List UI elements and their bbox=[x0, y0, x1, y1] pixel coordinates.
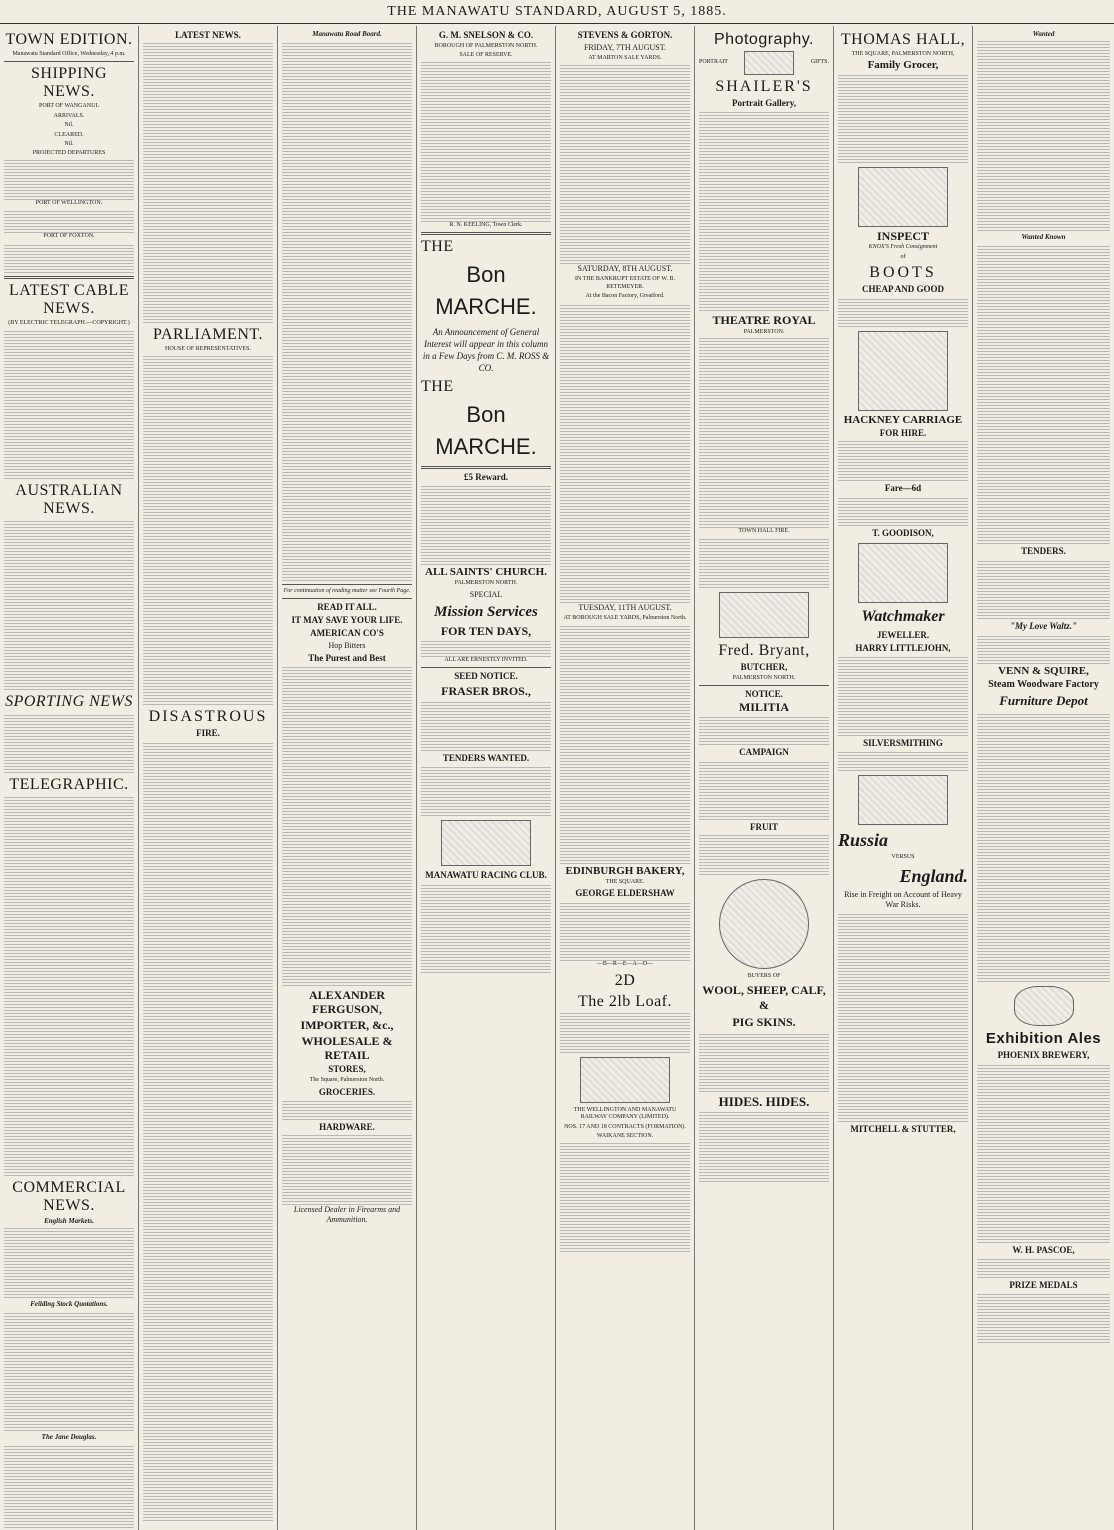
my-love-waltz: "My Love Waltz." bbox=[1010, 621, 1077, 631]
two-lb-loaf: The 2lb Loaf. bbox=[577, 992, 673, 1010]
mission-services: Mission Services bbox=[434, 603, 538, 620]
jeweller: JEWELLER. bbox=[876, 630, 930, 641]
hardware: HARDWARE. bbox=[319, 1121, 375, 1132]
george-eldershaw: GEORGE ELDERSHAW bbox=[575, 888, 675, 899]
tenders: TENDERS. bbox=[1021, 546, 1066, 556]
clock-illustration bbox=[858, 543, 948, 603]
silver-text bbox=[838, 751, 968, 771]
fare: Fare—6d bbox=[884, 483, 922, 494]
family-grocer: Family Grocer, bbox=[867, 59, 939, 72]
bon-2: Bon bbox=[466, 402, 506, 428]
column-2 bbox=[139, 26, 278, 1530]
boots-text bbox=[838, 297, 968, 327]
all-saints: ALL SAINTS' CHURCH. bbox=[425, 566, 547, 579]
bacon-text bbox=[560, 303, 690, 603]
freight-text bbox=[838, 912, 968, 1122]
hackney-carriage: HACKNEY CARRIAGE bbox=[843, 414, 963, 427]
furniture-text bbox=[977, 712, 1110, 982]
waikane: WAIKANE SECTION. bbox=[596, 1133, 654, 1140]
militia: MILITIA bbox=[738, 700, 789, 715]
tenders-text-2 bbox=[977, 559, 1110, 619]
sporting-heading: SPORTING NEWS bbox=[5, 693, 133, 711]
column-8 bbox=[973, 26, 1114, 1530]
town-edition-heading: TOWN EDITION. bbox=[5, 31, 133, 48]
marche-2: MARCHE. bbox=[435, 434, 537, 460]
racing-text bbox=[421, 883, 551, 973]
latest-cable-heading: LATEST CABLE NEWS. bbox=[9, 281, 129, 317]
commercial-heading: COMMERCIAL NEWS. bbox=[12, 1179, 126, 1215]
gallery-text bbox=[699, 111, 829, 311]
bakery-square: THE SQUARE. bbox=[605, 879, 645, 886]
barrel-illustration bbox=[1014, 986, 1074, 1026]
shipping-news-heading: SHIPPING NEWS. bbox=[30, 65, 107, 101]
racing-club: MANAWATU RACING CLUB. bbox=[425, 870, 547, 881]
wanted-known-text bbox=[977, 244, 1110, 544]
england: England. bbox=[899, 865, 968, 886]
stevens-gorton: STEVENS & GORTON. bbox=[577, 30, 673, 40]
notice: NOTICE. bbox=[745, 689, 783, 700]
wanted: Wanted bbox=[1032, 30, 1055, 38]
newspaper-columns bbox=[0, 26, 1114, 1530]
mission-text bbox=[421, 641, 551, 657]
snelson-heading: G. M. SNELSON & CO. bbox=[438, 30, 534, 40]
save-your-life: IT MAY SAVE YOUR LIFE. bbox=[291, 615, 403, 626]
reading-note: For continuation of reading matter see Fourth Page. bbox=[283, 588, 411, 594]
hardware-text bbox=[282, 1135, 412, 1205]
column-1 bbox=[0, 26, 139, 1530]
tenders-text bbox=[421, 766, 551, 816]
thomas-square: THE SQUARE, PALMERSTON NORTH, bbox=[851, 51, 955, 57]
nil-1: Nil. bbox=[64, 122, 74, 129]
fire-heading: FIRE. bbox=[196, 728, 220, 739]
arrivals-label: ARRIVALS. bbox=[53, 112, 85, 119]
tuesday: TUESDAY, 11TH AUGUST. bbox=[578, 602, 672, 612]
knox-consignment: KNOX'S Fresh Consignment bbox=[868, 244, 938, 251]
photo-frame-icon bbox=[744, 51, 794, 75]
column-6 bbox=[695, 26, 834, 1530]
cleared-label: CLEARED. bbox=[54, 131, 84, 138]
racing-illustration bbox=[441, 820, 531, 866]
russia: Russia bbox=[838, 830, 889, 851]
loaf-text bbox=[560, 1013, 690, 1053]
bacon-factory: At the Bacon Factory, Greatford. bbox=[585, 293, 665, 300]
butcher: BUTCHER, bbox=[740, 661, 788, 672]
goodison: T. GOODISON, bbox=[872, 528, 934, 539]
butcher-place: PALMERSTON NORTH. bbox=[732, 674, 796, 681]
invited: ALL ARE ERNESTLY INVITED. bbox=[444, 656, 528, 663]
the-1: THE bbox=[421, 238, 454, 256]
boot-illustration bbox=[858, 167, 948, 227]
exhibition-ales: Exhibition Ales bbox=[985, 1030, 1102, 1047]
announcement: An Announcement of General Interest will appear in this column in a Few Days from C. M. ROSS & CO. bbox=[422, 327, 550, 374]
nil-2: Nil. bbox=[64, 141, 74, 148]
wool-sheep: WOOL, SHEEP, CALF, & bbox=[702, 982, 826, 1012]
purest-best: The Purest and Best bbox=[308, 653, 386, 664]
two-d: 2D bbox=[614, 971, 636, 989]
fare-text bbox=[838, 496, 968, 526]
tuesday-text bbox=[560, 624, 690, 864]
seed-notice: SEED NOTICE. bbox=[454, 671, 518, 682]
inspect: INSPECT bbox=[876, 229, 929, 244]
sporting-text bbox=[4, 713, 134, 773]
harry-text bbox=[838, 656, 968, 736]
jane-douglas: The Jane Douglas. bbox=[41, 1433, 97, 1442]
house-label: HOUSE OF REPRESENTATIVES. bbox=[164, 346, 252, 352]
feilding-text bbox=[4, 1311, 134, 1431]
gifts-label: GIFTS. bbox=[810, 59, 829, 66]
theatre-royal: THEATRE ROYAL bbox=[712, 313, 816, 327]
town-edition-sub: Manawatu Standard Office, Wednesday, 4 p.m. bbox=[12, 51, 126, 57]
masthead: THE MANAWATU STANDARD, AUGUST 5, 1885. bbox=[0, 0, 1114, 24]
railway-text bbox=[560, 1142, 690, 1252]
fruit-text bbox=[699, 835, 829, 875]
column-7 bbox=[834, 26, 973, 1530]
pascoe: W. H. PASCOE, bbox=[1012, 1245, 1075, 1255]
port-wellington: PORT OF WELLINGTON. bbox=[35, 199, 103, 206]
pascoe-text bbox=[977, 1258, 1110, 1278]
borough-label: BOROUGH OF PALMERSTON NORTH. bbox=[434, 43, 538, 49]
hop-text bbox=[282, 666, 412, 986]
port-wanganui: PORT OF WANGANUI. bbox=[39, 103, 99, 110]
square-address: The Square, Palmerston North. bbox=[309, 1077, 385, 1084]
stores: STORES, bbox=[328, 1064, 366, 1075]
mitchell-stutter: MITCHELL & STUTTER, bbox=[850, 1123, 956, 1134]
bull-illustration bbox=[719, 592, 809, 638]
the-2: THE bbox=[421, 378, 454, 396]
tenders-wanted: TENDERS WANTED. bbox=[442, 753, 530, 764]
latest-news-text bbox=[143, 43, 273, 323]
shailers: SHAILER'S bbox=[715, 78, 813, 95]
marton-yards: AT MARTON SALE YARDS. bbox=[588, 55, 662, 61]
english-text bbox=[4, 1228, 134, 1298]
foxton-text bbox=[4, 243, 134, 273]
wanted-known: Wanted Known bbox=[1021, 233, 1066, 241]
shipping-text bbox=[4, 160, 134, 200]
bakery-text bbox=[560, 901, 690, 961]
of-label: of bbox=[900, 253, 906, 260]
road-board-text bbox=[282, 41, 412, 581]
fraser-bros: FRASER BROS., bbox=[441, 684, 531, 699]
all-saints-place: PALMERSTON NORTH. bbox=[454, 580, 518, 587]
importer: IMPORTER, &c., bbox=[300, 1018, 394, 1033]
venn-squire: VENN & SQUIRE, bbox=[998, 665, 1089, 677]
australian-heading: AUSTRALIAN NEWS. bbox=[15, 482, 123, 518]
projected-label: PROJECTED DEPARTURES bbox=[32, 150, 106, 157]
groceries-text bbox=[282, 1100, 412, 1120]
harry-littlejohn: HARRY LITTLEJOHN, bbox=[855, 643, 951, 654]
road-board-heading: Manawatu Road Board. bbox=[312, 30, 382, 38]
medals-text bbox=[977, 1293, 1110, 1343]
town-hall-fire: TOWN HALL FIRE. bbox=[738, 528, 790, 535]
parliament-text bbox=[143, 355, 273, 705]
grocer-text bbox=[838, 73, 968, 163]
cable-text bbox=[4, 329, 134, 479]
australian-text bbox=[4, 520, 134, 690]
keeling: R. N. KEELING, Town Clerk. bbox=[449, 221, 523, 228]
disastrous-heading: DISASTROUS bbox=[148, 708, 268, 726]
licensed-dealer: Licensed Dealer in Firearms and Ammunition. bbox=[293, 1204, 401, 1224]
freight-rise: Rise in Freight on Account of Heavy War Risks. bbox=[844, 889, 962, 909]
bed-illustration bbox=[858, 775, 948, 825]
bankrupt: IN THE BANKRUPT ESTATE OF W. B. RETEMEYER. bbox=[575, 276, 675, 290]
telegraphic-heading: TELEGRAPHIC. bbox=[9, 776, 129, 794]
parliament-heading: PARLIAMENT. bbox=[153, 326, 263, 343]
column-3 bbox=[278, 26, 417, 1530]
fraser-text bbox=[421, 701, 551, 751]
reward-text bbox=[421, 485, 551, 565]
furniture-depot: Furniture Depot bbox=[999, 693, 1088, 708]
campaign: CAMPAIGN bbox=[739, 747, 789, 758]
reward: £5 Reward. bbox=[464, 472, 508, 483]
reserve-text bbox=[421, 62, 551, 222]
theatre-place: PALMERSTON. bbox=[743, 329, 785, 335]
marton-text bbox=[560, 64, 690, 264]
edinburgh-bakery: EDINBURGH BAKERY, bbox=[565, 865, 685, 878]
special: SPECIAL bbox=[469, 589, 503, 599]
fruit: FRUIT bbox=[749, 822, 778, 833]
marche-1: MARCHE. bbox=[435, 294, 537, 320]
thomas-hall: THOMAS HALL, bbox=[840, 31, 966, 48]
brewery-text bbox=[977, 1063, 1110, 1243]
bread: —B—R—E—A—D— bbox=[596, 961, 654, 968]
hides: HIDES. HIDES. bbox=[718, 1093, 810, 1109]
boots: BOOTS bbox=[869, 264, 937, 282]
wanted-text bbox=[977, 41, 1110, 231]
fire-text bbox=[143, 741, 273, 1521]
waltz-text bbox=[977, 634, 1110, 664]
wellington-text bbox=[4, 209, 134, 233]
hire-text bbox=[838, 441, 968, 481]
town-hall-text bbox=[699, 538, 829, 588]
ten-days: FOR TEN DAYS, bbox=[440, 623, 532, 638]
wholesale-retail: WHOLESALE & RETAIL bbox=[301, 1034, 393, 1063]
port-foxton: PORT OF FOXTON. bbox=[43, 233, 95, 240]
buyers-of: BUYERS OF bbox=[747, 973, 781, 980]
steam-woodware: Steam Woodware Factory bbox=[988, 679, 1099, 690]
watchmaker: Watchmaker bbox=[861, 608, 945, 626]
reserve-label: SALE OF RESERVE. bbox=[459, 52, 513, 59]
photography: Photography. bbox=[714, 31, 814, 48]
borough-sale: AT BOROUGH SALE YARDS, Palmerston North. bbox=[563, 614, 687, 621]
militia-text bbox=[699, 715, 829, 745]
tannery-seal bbox=[719, 879, 809, 969]
groceries: GROCERIES. bbox=[318, 1086, 376, 1097]
phoenix-brewery: PHOENIX BREWERY, bbox=[997, 1050, 1090, 1060]
carriage-illustration bbox=[858, 331, 948, 411]
hop-bitters: Hop Bitters bbox=[328, 641, 366, 651]
railway-company: THE WELLINGTON AND MANAWATU RAILWAY COMPANY (LIMITED). bbox=[573, 1106, 677, 1121]
alexander-ferguson: ALEXANDER FERGUSON, bbox=[308, 988, 385, 1017]
latest-cable-sub: (BY ELECTRIC TELEGRAPH.—COPYRIGHT.) bbox=[8, 319, 130, 326]
bon-1: Bon bbox=[466, 262, 506, 288]
telegraphic-text bbox=[4, 796, 134, 1176]
for-hire: FOR HIRE. bbox=[879, 428, 927, 439]
cheap-good: CHEAP AND GOOD bbox=[861, 284, 944, 295]
versus: VERSUS bbox=[891, 854, 915, 861]
train-illustration bbox=[580, 1057, 670, 1103]
feilding-quotations: Feilding Stock Quotations. bbox=[30, 1300, 108, 1309]
silversmithing: SILVERSMITHING bbox=[863, 738, 943, 749]
saturday: SATURDAY, 8TH AUGUST. bbox=[577, 264, 673, 274]
column-4 bbox=[417, 26, 556, 1530]
english-markets: English Markets. bbox=[44, 1217, 94, 1226]
portrait-label: PORTRAIT bbox=[699, 59, 728, 66]
jane-text bbox=[4, 1444, 134, 1530]
theatre-text bbox=[699, 338, 829, 528]
campaign-text bbox=[699, 760, 829, 820]
latest-news-heading: LATEST NEWS. bbox=[175, 30, 241, 40]
american-cos: AMERICAN CO'S bbox=[310, 628, 384, 639]
tannery-text bbox=[699, 1032, 829, 1092]
pig-skins: PIG SKINS. bbox=[732, 1014, 796, 1029]
friday: FRIDAY, 7TH AUGUST. bbox=[583, 43, 667, 52]
read-it-all: READ IT ALL. bbox=[317, 602, 377, 613]
hides-text bbox=[699, 1112, 829, 1182]
contracts: NOS. 17 AND 18 CONTRACTS (FORMATION). bbox=[564, 1123, 686, 1130]
fred-bryant: Fred. Bryant, bbox=[718, 641, 810, 659]
prize-medals: PRIZE MEDALS bbox=[1009, 1280, 1078, 1290]
portrait-gallery: Portrait Gallery, bbox=[732, 98, 796, 108]
column-5 bbox=[556, 26, 695, 1530]
